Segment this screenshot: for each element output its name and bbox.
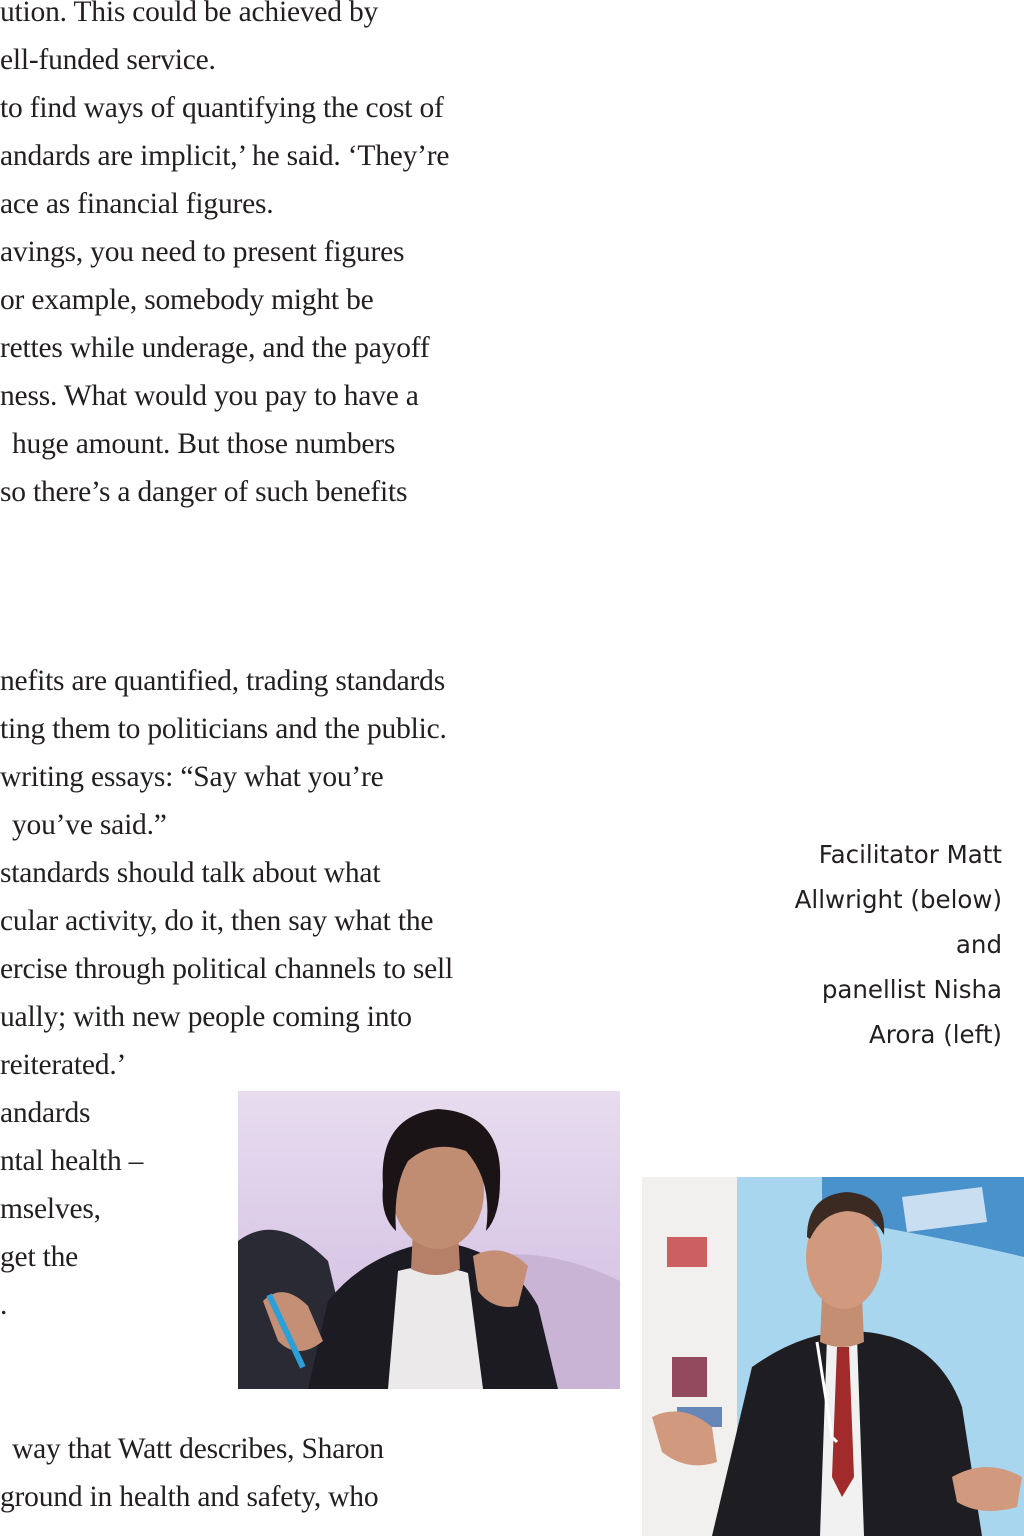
article-line: way that Watt describes, Sharon: [12, 1433, 384, 1465]
article-line: so there’s a danger of such benefits: [0, 476, 408, 508]
article-line: writing essays: “Say what you’re: [0, 761, 384, 793]
article-line: standards should talk about what: [0, 857, 381, 889]
article-line: or example, somebody might be: [0, 284, 374, 316]
panellist-photo: [238, 1091, 620, 1389]
article-line: ell-funded service.: [0, 44, 216, 76]
article-line: ground in health and safety, who: [0, 1481, 379, 1513]
facilitator-photo: [642, 1177, 1024, 1536]
caption-line: Arora (left): [869, 1020, 1002, 1049]
article-line: ercise through political channels to sell: [0, 953, 454, 985]
article-line: to find ways of quantifying the cost of: [0, 92, 444, 124]
article-line: andards: [0, 1097, 91, 1129]
caption-line: panellist Nisha: [821, 975, 1002, 1004]
article-line: huge amount. But those numbers: [12, 428, 396, 460]
article-line: avings, you need to present figures: [0, 236, 405, 268]
photo-caption: [702, 832, 1002, 1057]
article-line: you’ve said.”: [12, 809, 167, 841]
article-line: rettes while underage, and the payoff: [0, 332, 430, 364]
article-line: get the: [0, 1241, 79, 1273]
caption-line: Allwright (below): [794, 885, 1002, 914]
caption-line: Facilitator Matt: [818, 840, 1002, 869]
article-line: cular activity, do it, then say what the: [0, 905, 434, 937]
caption-line: and: [955, 930, 1002, 959]
article-line: ness. What would you pay to have a: [0, 380, 419, 412]
article-line: mselves,: [0, 1193, 101, 1225]
article-line: ution. This could be achieved by: [0, 0, 379, 28]
article-line: ace as financial figures.: [0, 188, 274, 220]
panellist-illustration: [238, 1091, 620, 1389]
facilitator-illustration: [642, 1177, 1024, 1536]
article-line: reiterated.’: [0, 1049, 127, 1081]
article-line: andards are implicit,’ he said. ‘They’re: [0, 140, 450, 172]
article-line: ting them to politicians and the public.: [0, 713, 447, 745]
article-line: ually; with new people coming into: [0, 1001, 412, 1033]
article-line: .: [0, 1289, 8, 1321]
article-line: nefits are quantified, trading standards: [0, 665, 446, 697]
article-line: ntal health –: [0, 1145, 144, 1177]
